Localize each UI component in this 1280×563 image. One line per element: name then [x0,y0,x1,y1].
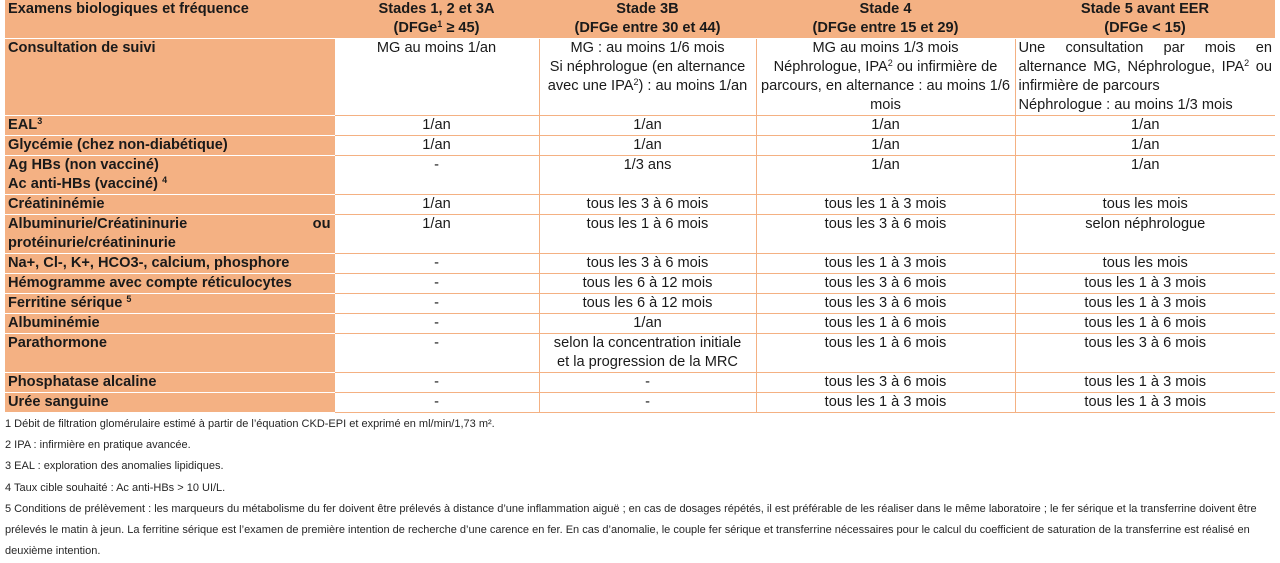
row-label-eal: EAL$^3$ [5,116,334,136]
exam-frequency-table [5,0,1275,413]
table-cell: 1/an [756,116,1015,136]
table-cell: 1/an [756,156,1015,195]
table-cell: - [539,393,756,413]
table-row [5,373,1275,393]
table-cell: - [334,156,539,195]
table-cell: - [334,314,539,334]
footnote-1: 1 Débit de filtration glomérulaire estimé à partir de l’équation CKD-EPI et exprimé en ml/min/1,73 m². [5,418,495,430]
row-label-ag-hbs: Ag HBs (non vacciné) Ac anti-HBs (vacciné) $^4$ [5,156,334,195]
table-cell: 1/an [334,136,539,156]
table-cell: 1/an [539,136,756,156]
table-cell: 1/an [334,215,539,254]
table-cell: - [334,274,539,294]
table-cell: tous les 1 à 3 mois [756,254,1015,274]
table-cell: tous les 3 à 6 mois [756,215,1015,254]
table-cell: - [334,334,539,373]
row-label-glycemie: Glycémie (chez non-diabétique) [5,136,334,156]
table-cell: tous les 1 à 3 mois [1015,393,1275,413]
row-label-consultation: Consultation de suivi [5,39,334,116]
footnote-3: 3 EAL : exploration des anomalies lipidiques. [5,460,224,473]
table-cell: tous les mois [1015,254,1275,274]
table-cell: tous les 3 à 6 mois [756,294,1015,314]
table-cell: tous les 1 à 6 mois [539,215,756,254]
table-cell: 1/an [539,116,756,136]
table-row [5,254,1275,274]
table-cell: - [334,373,539,393]
header-exams: Examens biologiques et fréquence [5,0,334,39]
footnote-5: 5 Conditions de prélèvement : les marqueurs du métabolisme du fer doivent être prélevés à distance d’une inflammation aiguë ; en cas de dosages répétés, il est préférable de les réaliser dans le même laboratoire ; le fer sérique et la transferrine doivent être prélevés le matin à jeun. La ferritine sérique est l’examen de première intention de recherche d’une carence en fer. En cas d’anomalie, le couple fer sérique et transferrine nécessaires pour le calcul du coefficient de saturation de la transferrine est réalisé en deuxième intention. [5,502,1257,558]
table-cell: tous les 1 à 3 mois [1015,294,1275,314]
table-row [5,393,1275,413]
table-row [5,156,1275,195]
table-cell: - [334,393,539,413]
table-cell: - [334,294,539,314]
table-cell: tous les 6 à 12 mois [539,294,756,314]
footnote-2: 2 IPA : infirmière en pratique avancée. [5,439,191,452]
exam-table-wrapper [5,0,1275,413]
row-label-uree: Urée sanguine [5,393,334,413]
footnote-4: 4 Taux cible souhaité : Ac anti-HBs > 10 UI/L. [5,481,226,494]
table-cell: - [539,373,756,393]
cell-consultation-stade-1-3a: MG au moins 1/an [334,39,539,116]
table-cell: selon néphrologue [1015,215,1275,254]
row-label-creatininemie: Créatininémie [5,195,334,215]
table-cell: tous les 6 à 12 mois [539,274,756,294]
table-row [5,334,1275,373]
table-row [5,274,1275,294]
row-label-parathormone: Parathormone [5,334,334,373]
table-row [5,116,1275,136]
table-cell: 1/an [1015,116,1275,136]
header-stade-3b: Stade 3B (DFGe entre 30 et 44) [539,0,756,39]
row-label-albuminurie: Albuminurie/Créatininurie ou protéinurie/créatininurie [5,215,334,254]
table-cell: tous les 3 à 6 mois [539,195,756,215]
table-cell: tous les 1 à 6 mois [756,334,1015,373]
table-cell: selon la concentration initiale et la progression de la MRC [539,334,756,373]
table-row [5,314,1275,334]
table-cell: 1/an [1015,136,1275,156]
table-cell: - [334,254,539,274]
row-label-phosphatase: Phosphatase alcaline [5,373,334,393]
table-row [5,195,1275,215]
table-cell: 1/an [539,314,756,334]
table-cell: tous les 1 à 6 mois [756,314,1015,334]
table-cell: tous les 3 à 6 mois [539,254,756,274]
table-cell: 1/an [756,136,1015,156]
table-cell: tous les 3 à 6 mois [756,274,1015,294]
footnotes [5,414,1275,562]
cell-consultation-stade-3b: MG : au moins 1/6 mois Si néphrologue (en alternance avec une IPA$^2$) : au moins 1/an [539,39,756,116]
table-cell: tous les 3 à 6 mois [1015,334,1275,373]
table-cell: 1/an [334,195,539,215]
table-row [5,215,1275,254]
table-cell: tous les mois [1015,195,1275,215]
header-stade-5: Stade 5 avant EER (DFGe < 15) [1015,0,1275,39]
cell-consultation-stade-4: MG au moins 1/3 mois Néphrologue, IPA$^2$ ou infirmière de parcours, en alternance : au moins 1/6 mois [756,39,1015,116]
cell-consultation-stade-5: Une consultation par mois en alternance MG, Néphrologue, IPA$^2$ ou infirmière de parcours Néphrologue : au moins 1/3 mois [1015,39,1275,116]
table-header-row [5,0,1275,39]
table-cell: 1/3 ans [539,156,756,195]
table-cell: tous les 1 à 6 mois [1015,314,1275,334]
row-label-hemogramme: Hémogramme avec compte réticulocytes [5,274,334,294]
table-cell: tous les 1 à 3 mois [756,195,1015,215]
table-row [5,39,1275,116]
row-label-ferritine: Ferritine sérique $^5$ [5,294,334,314]
row-label-ionogramme: Na+, Cl-, K+, HCO3-, calcium, phosphore [5,254,334,274]
table-cell: tous les 1 à 3 mois [1015,373,1275,393]
table-cell: 1/an [334,116,539,136]
table-row [5,294,1275,314]
header-stades-1-2-3a: Stades 1, 2 et 3A (DFGe$^1$ ≥ 45) [334,0,539,39]
table-cell: 1/an [1015,156,1275,195]
table-cell: tous les 1 à 3 mois [1015,274,1275,294]
table-cell: tous les 3 à 6 mois [756,373,1015,393]
table-row [5,136,1275,156]
row-label-albuminemie: Albuminémie [5,314,334,334]
table-cell: tous les 1 à 3 mois [756,393,1015,413]
header-stade-4: Stade 4 (DFGe entre 15 et 29) [756,0,1015,39]
